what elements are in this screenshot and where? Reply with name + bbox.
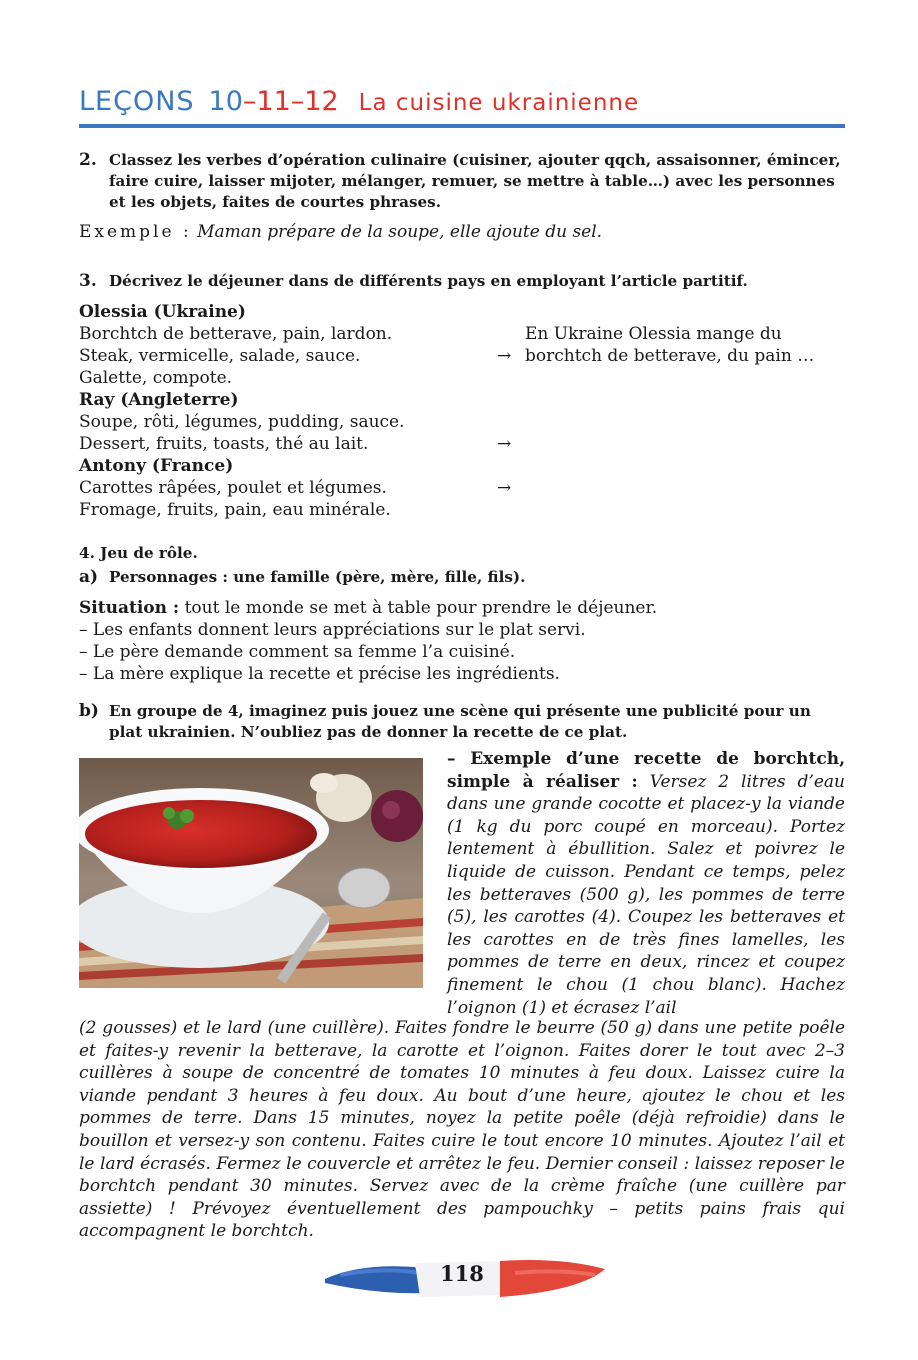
menu-line: Fromage, fruits, pain, eau minérale. [79, 500, 391, 520]
recipe-text: Versez 2 litres d’eau dans une grande cocotte et placez-y la viande (1 kg du porc coupé en morceau). Portez lentement à ébullition. Salez et poivrez le liquide de cuisson. Pendant ce temps, pelez les betteraves (500 g), les pommes de terre (5), les carottes (4). Coupez les betteraves et les carottes en de très fines lamelles, les pommes de terre en deux, rincez et coupez finement le chou (1 chou blanc). Hachez l’oignon (1) et écrasez l’ail [447, 771, 845, 1018]
lesson-number-blue: 10 [208, 86, 243, 117]
menu-text: Dessert, fruits, toasts, thé au lait. [79, 434, 369, 454]
arrow-icon: → [497, 346, 512, 366]
list-item: – Le père demande comment sa femme l’a cuisiné. [79, 642, 516, 662]
list-item: – La mère explique la recette et précise les ingrédients. [79, 664, 560, 684]
lesson-header [79, 86, 845, 120]
situation-line [79, 597, 845, 619]
menu-line: Galette, compote. [79, 368, 233, 388]
recipe-continued: (2 gousses) et le lard (une cuillère). Faites fondre le beurre (50 g) dans une petite poêle et faites-y revenir la betterave, la carotte et l’oignon. Faites dorer le tout avec 2–3 cuillères à soupe de concentré de tomates 10 minutes à feu doux. Laissez cuire la viande pendant 3 heures à feu doux. Au bout d’une heure, ajoutez le chou et les pommes de terre. Dans 15 minutes, noyez la petite poêle (déjà refroidie) dans le bouillon et versez-y son contenu. Faites cuire le tout encore 10 minutes. Ajoutez l’ail et le lard écrasés. Fermez le couvercle et arrêtez le feu. Dernier conseil : laissez reposer le borchtch pendant 30 minutes. Servez avec de la crème fraîche (une cuillère par assiette) ! Prévoyez éventuellement des pampouchky – petits pains frais qui accompagnent le borchtch. [79, 1018, 845, 1242]
person-name: Ray (Angleterre) [79, 390, 239, 410]
list-item: – Les enfants donnent leurs appréciations sur le plat servi. [79, 620, 586, 640]
menu-text: Steak, vermicelle, salade, sauce. [79, 346, 361, 366]
lunch-table [79, 301, 845, 521]
exercise-number: 3. [79, 271, 97, 291]
person-name: Antony (France) [79, 456, 234, 476]
lesson-label: LEÇONS [79, 86, 195, 117]
item-text: Personnages : une famille (père, mère, fille, fils). [109, 568, 526, 586]
example-label: Exemple : [79, 222, 192, 242]
item-label: a) [79, 567, 99, 587]
item-label: b) [79, 701, 99, 721]
menu-line [79, 477, 845, 499]
person-name: Olessia (Ukraine) [79, 302, 246, 322]
exercise-instruction: Classez les verbes d’opération culinaire (cuisiner, ajouter qqch, assaisonner, émincer, faire cuire, laisser mijoter, mélanger, remuer, se mettre à table…) avec les personnes et les objets, faites de courtes phrases. [109, 151, 841, 211]
situation-text: tout le monde se met à table pour prendre le déjeuner. [179, 598, 658, 618]
menu-line [79, 323, 845, 345]
recipe-heading: – Exemple d’une recette de borchtch, simple à réaliser : [447, 749, 845, 792]
exercise-4-title: 4. Jeu de rôle. [79, 544, 198, 562]
situation-block [79, 597, 845, 685]
situation-label: Situation : [79, 598, 180, 618]
answer-line: En Ukraine Olessia mange du [525, 324, 782, 344]
exercise-4a [79, 567, 845, 588]
recipe-intro [447, 748, 845, 1019]
header-rule [79, 124, 845, 128]
exercise-4b [79, 701, 845, 743]
exercise-2 [79, 150, 845, 213]
answer-line: borchtch de betterave, du pain … [525, 346, 815, 366]
borscht-photo [79, 758, 423, 988]
page-number: 118 [440, 1261, 484, 1286]
lesson-title: La cuisine ukrainienne [358, 90, 640, 116]
exercise-number: 2. [79, 150, 97, 170]
menu-line: Soupe, rôti, légumes, pudding, sauce. [79, 412, 405, 432]
menu-text: Borchtch de betterave, pain, lardon. [79, 324, 393, 344]
example-line [79, 221, 845, 243]
menu-text: Carottes râpées, poulet et légumes. [79, 478, 387, 498]
exercise-3 [79, 271, 845, 292]
exercise-instruction: Décrivez le déjeuner dans de différents pays en employant l’article partitif. [109, 272, 748, 290]
lesson-number-red: –11–12 [242, 86, 339, 117]
arrow-icon: → [497, 478, 512, 498]
menu-line [79, 433, 845, 455]
example-text: Maman prépare de la soupe, elle ajoute du sel. [197, 222, 603, 242]
item-text: En groupe de 4, imaginez puis jouez une scène qui présente une publicité pour un plat ukrainien. N’oubliez pas de donner la recette de ce plat. [109, 702, 811, 741]
menu-line [79, 345, 845, 367]
arrow-icon: → [497, 434, 512, 454]
page-footer [320, 1253, 620, 1299]
